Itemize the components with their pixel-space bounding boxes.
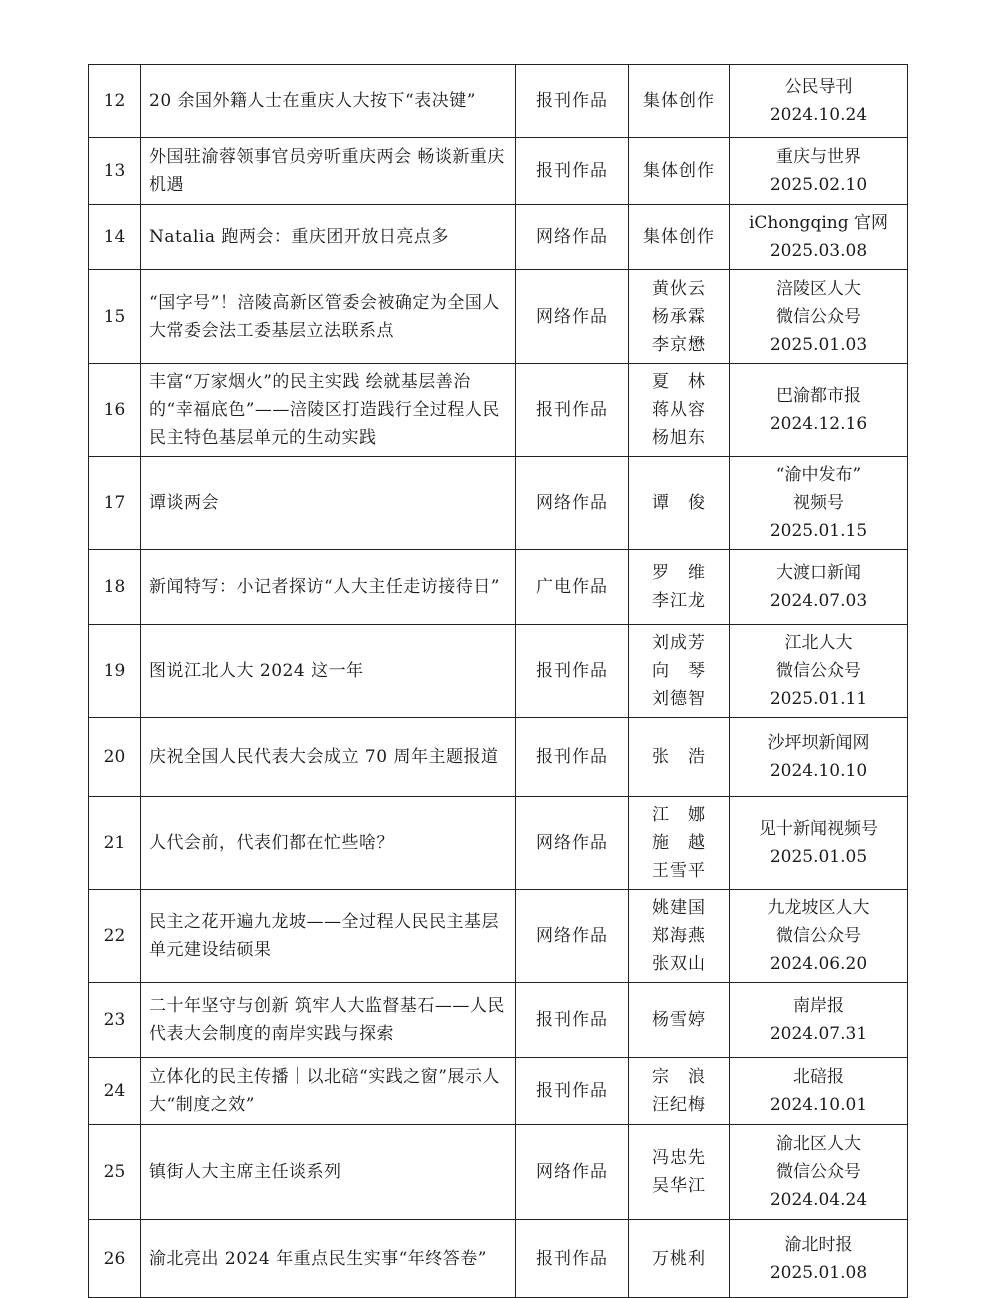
work-type-cell: 报刊作品 [516,718,629,797]
publisher-name: 微信公众号 [776,1162,861,1182]
publish-date: 2025.02.10 [769,175,868,195]
work-type-cell: 网络作品 [516,205,629,270]
author-name: 蒋从容 [652,400,706,420]
author-name: 姚建国 [652,898,706,918]
author-cell [629,1058,730,1125]
author-name: 杨承霖 [652,306,706,327]
publisher-name: 微信公众号 [776,926,861,946]
row-number-cell: 22 [89,890,141,983]
author-cell [629,797,730,890]
author-cell [629,65,730,138]
author-name: 刘成芳 [652,633,706,653]
author-name: 李江龙 [652,591,706,611]
row-number-cell: 13 [89,138,141,205]
author-name: 宗 浪 [652,1067,706,1087]
publisher-name: 渝北区人大 [776,1134,861,1154]
table-row [89,457,908,550]
table-row [89,550,908,625]
publish-date: 2025.01.03 [769,334,868,355]
row-number-cell: 21 [89,797,141,890]
work-title-cell: 外国驻渝蓉领事官员旁听重庆两会 畅谈新重庆机遇 [141,138,516,205]
publish-date: 2025.03.08 [769,241,868,261]
author-cell [629,138,730,205]
work-type-cell: 网络作品 [516,890,629,983]
publisher-cell [730,364,908,457]
table-row [89,1220,908,1298]
work-title-cell: 谭谈两会 [141,457,516,550]
row-number-cell: 20 [89,718,141,797]
publish-date: 2025.01.15 [769,521,868,541]
publisher-cell [730,625,908,718]
author-name: 黄伙云 [652,278,706,299]
publisher-name: 微信公众号 [776,306,861,327]
author-cell [629,550,730,625]
publish-date: 2024.10.24 [769,105,868,125]
author-name: 罗 维 [652,563,706,583]
table-row [89,983,908,1058]
publish-date: 2024.10.01 [769,1095,868,1115]
work-type-cell: 报刊作品 [516,625,629,718]
author-cell [629,890,730,983]
publisher-name: 大渡口新闻 [776,563,861,583]
author-name: 吴华江 [652,1176,706,1196]
row-number-cell: 23 [89,983,141,1058]
author-name: 向 琴 [652,661,706,681]
publisher-cell [730,270,908,364]
table-row [89,205,908,270]
author-name: 集体创作 [643,91,715,111]
author-name: 郑海燕 [652,926,706,946]
publisher-cell [730,205,908,270]
author-cell [629,718,730,797]
row-number-cell: 24 [89,1058,141,1125]
publisher-name: 视频号 [793,493,844,513]
author-cell [629,364,730,457]
publish-date: 2024.06.20 [769,954,868,974]
table-row [89,718,908,797]
publisher-name: 见十新闻视频号 [759,819,878,839]
table-row [89,138,908,205]
table-row [89,1125,908,1220]
publish-date: 2024.07.31 [769,1024,868,1044]
row-number-cell: 19 [89,625,141,718]
author-name: 万桃利 [652,1248,706,1269]
row-number-cell: 15 [89,270,141,364]
author-name: 集体创作 [643,161,715,181]
row-number-cell: 25 [89,1125,141,1220]
work-title-cell: 二十年坚守与创新 筑牢人大监督基石——人民代表大会制度的南岸实践与探索 [141,983,516,1058]
publisher-cell [730,890,908,983]
author-name: 江 娜 [652,805,706,825]
author-cell [629,457,730,550]
work-title-cell: Natalia 跑两会：重庆团开放日亮点多 [141,205,516,270]
work-title-cell: 20 余国外籍人士在重庆人大按下“表决键” [141,65,516,138]
row-number-cell: 16 [89,364,141,457]
author-name: 李京懋 [652,334,706,355]
table-row [89,364,908,457]
row-number-cell: 18 [89,550,141,625]
work-type-cell: 报刊作品 [516,364,629,457]
publisher-name: 涪陵区人大 [776,278,861,299]
publish-date: 2025.01.08 [769,1262,868,1283]
author-name: 刘德智 [652,689,706,709]
author-name: 集体创作 [643,227,715,247]
table-body [89,65,908,1298]
publish-date: 2024.04.24 [769,1190,868,1210]
publisher-name: 沙坪坝新闻网 [767,733,870,753]
publisher-name: 巴渝都市报 [776,386,861,406]
work-type-cell: 报刊作品 [516,983,629,1058]
publisher-name: 重庆与世界 [776,147,861,167]
work-type-cell: 报刊作品 [516,138,629,205]
table-row [89,65,908,138]
author-name: 夏 林 [652,372,706,392]
work-type-cell: 网络作品 [516,1125,629,1220]
publisher-name: “渝中发布” [775,465,862,485]
publish-date: 2024.12.16 [769,414,868,434]
publisher-name: 渝北时报 [784,1234,853,1255]
work-title-cell: 渝北亮出 2024 年重点民生实事“年终答卷” [141,1220,516,1298]
row-number-cell: 17 [89,457,141,550]
publisher-cell [730,65,908,138]
work-type-cell: 报刊作品 [516,1058,629,1125]
author-name: 谭 俊 [652,493,706,513]
publisher-cell [730,550,908,625]
row-number-cell: 14 [89,205,141,270]
publisher-name: 九龙坡区人大 [767,898,870,918]
work-title-cell: 庆祝全国人民代表大会成立 70 周年主题报道 [141,718,516,797]
author-name: 张 浩 [652,747,706,767]
publisher-cell [730,1220,908,1298]
author-cell [629,983,730,1058]
work-title-cell: 图说江北人大 2024 这一年 [141,625,516,718]
row-number-cell: 12 [89,65,141,138]
publisher-cell [730,1125,908,1220]
author-cell [629,625,730,718]
publisher-cell [730,1058,908,1125]
table-row [89,1058,908,1125]
publisher-cell [730,457,908,550]
work-title-cell: 丰富“万家烟火”的民主实践 绘就基层善治的“幸福底色”——涪陵区打造践行全过程人民民主特色基层单元的生动实践 [141,364,516,457]
author-name: 汪纪梅 [652,1095,706,1115]
work-type-cell: 报刊作品 [516,65,629,138]
work-title-cell: 镇街人大主席主任谈系列 [141,1125,516,1220]
author-cell [629,270,730,364]
award-list-table [88,64,908,1298]
publisher-name: 南岸报 [793,996,844,1016]
row-number-cell: 26 [89,1220,141,1298]
work-type-cell: 报刊作品 [516,1220,629,1298]
author-name: 杨旭东 [652,428,706,448]
table-row [89,890,908,983]
author-name: 冯忠先 [652,1148,706,1168]
table-row [89,625,908,718]
work-title-cell: “国字号”！涪陵高新区管委会被确定为全国人大常委会法工委基层立法联系点 [141,270,516,364]
publish-date: 2024.10.10 [769,761,868,781]
publisher-name: 微信公众号 [776,661,861,681]
work-type-cell: 广电作品 [516,550,629,625]
work-title-cell: 人代会前，代表们都在忙些啥？ [141,797,516,890]
publish-date: 2024.07.03 [769,591,868,611]
author-name: 杨雪婷 [652,1010,706,1030]
work-type-cell: 网络作品 [516,457,629,550]
publisher-cell [730,797,908,890]
publish-date: 2025.01.05 [769,847,868,867]
author-cell [629,1125,730,1220]
publisher-name: 北碚报 [793,1067,844,1087]
publisher-cell [730,138,908,205]
work-title-cell: 新闻特写：小记者探访“人大主任走访接待日” [141,550,516,625]
table-row [89,270,908,364]
publisher-cell [730,983,908,1058]
table-row [89,797,908,890]
author-name: 王雪平 [652,861,706,881]
author-cell [629,205,730,270]
work-type-cell: 网络作品 [516,270,629,364]
author-cell [629,1220,730,1298]
work-title-cell: 民主之花开遍九龙坡——全过程人民民主基层单元建设结硕果 [141,890,516,983]
author-name: 张双山 [652,954,706,974]
publisher-name: iChongqing 官网 [748,213,888,233]
work-type-cell: 网络作品 [516,797,629,890]
work-title-cell: 立体化的民主传播｜以北碚“实践之窗”展示人大“制度之效” [141,1058,516,1125]
publish-date: 2025.01.11 [769,689,868,709]
author-name: 施 越 [652,833,706,853]
publisher-name: 江北人大 [784,633,853,653]
publisher-cell [730,718,908,797]
publisher-name: 公民导刊 [784,77,853,97]
